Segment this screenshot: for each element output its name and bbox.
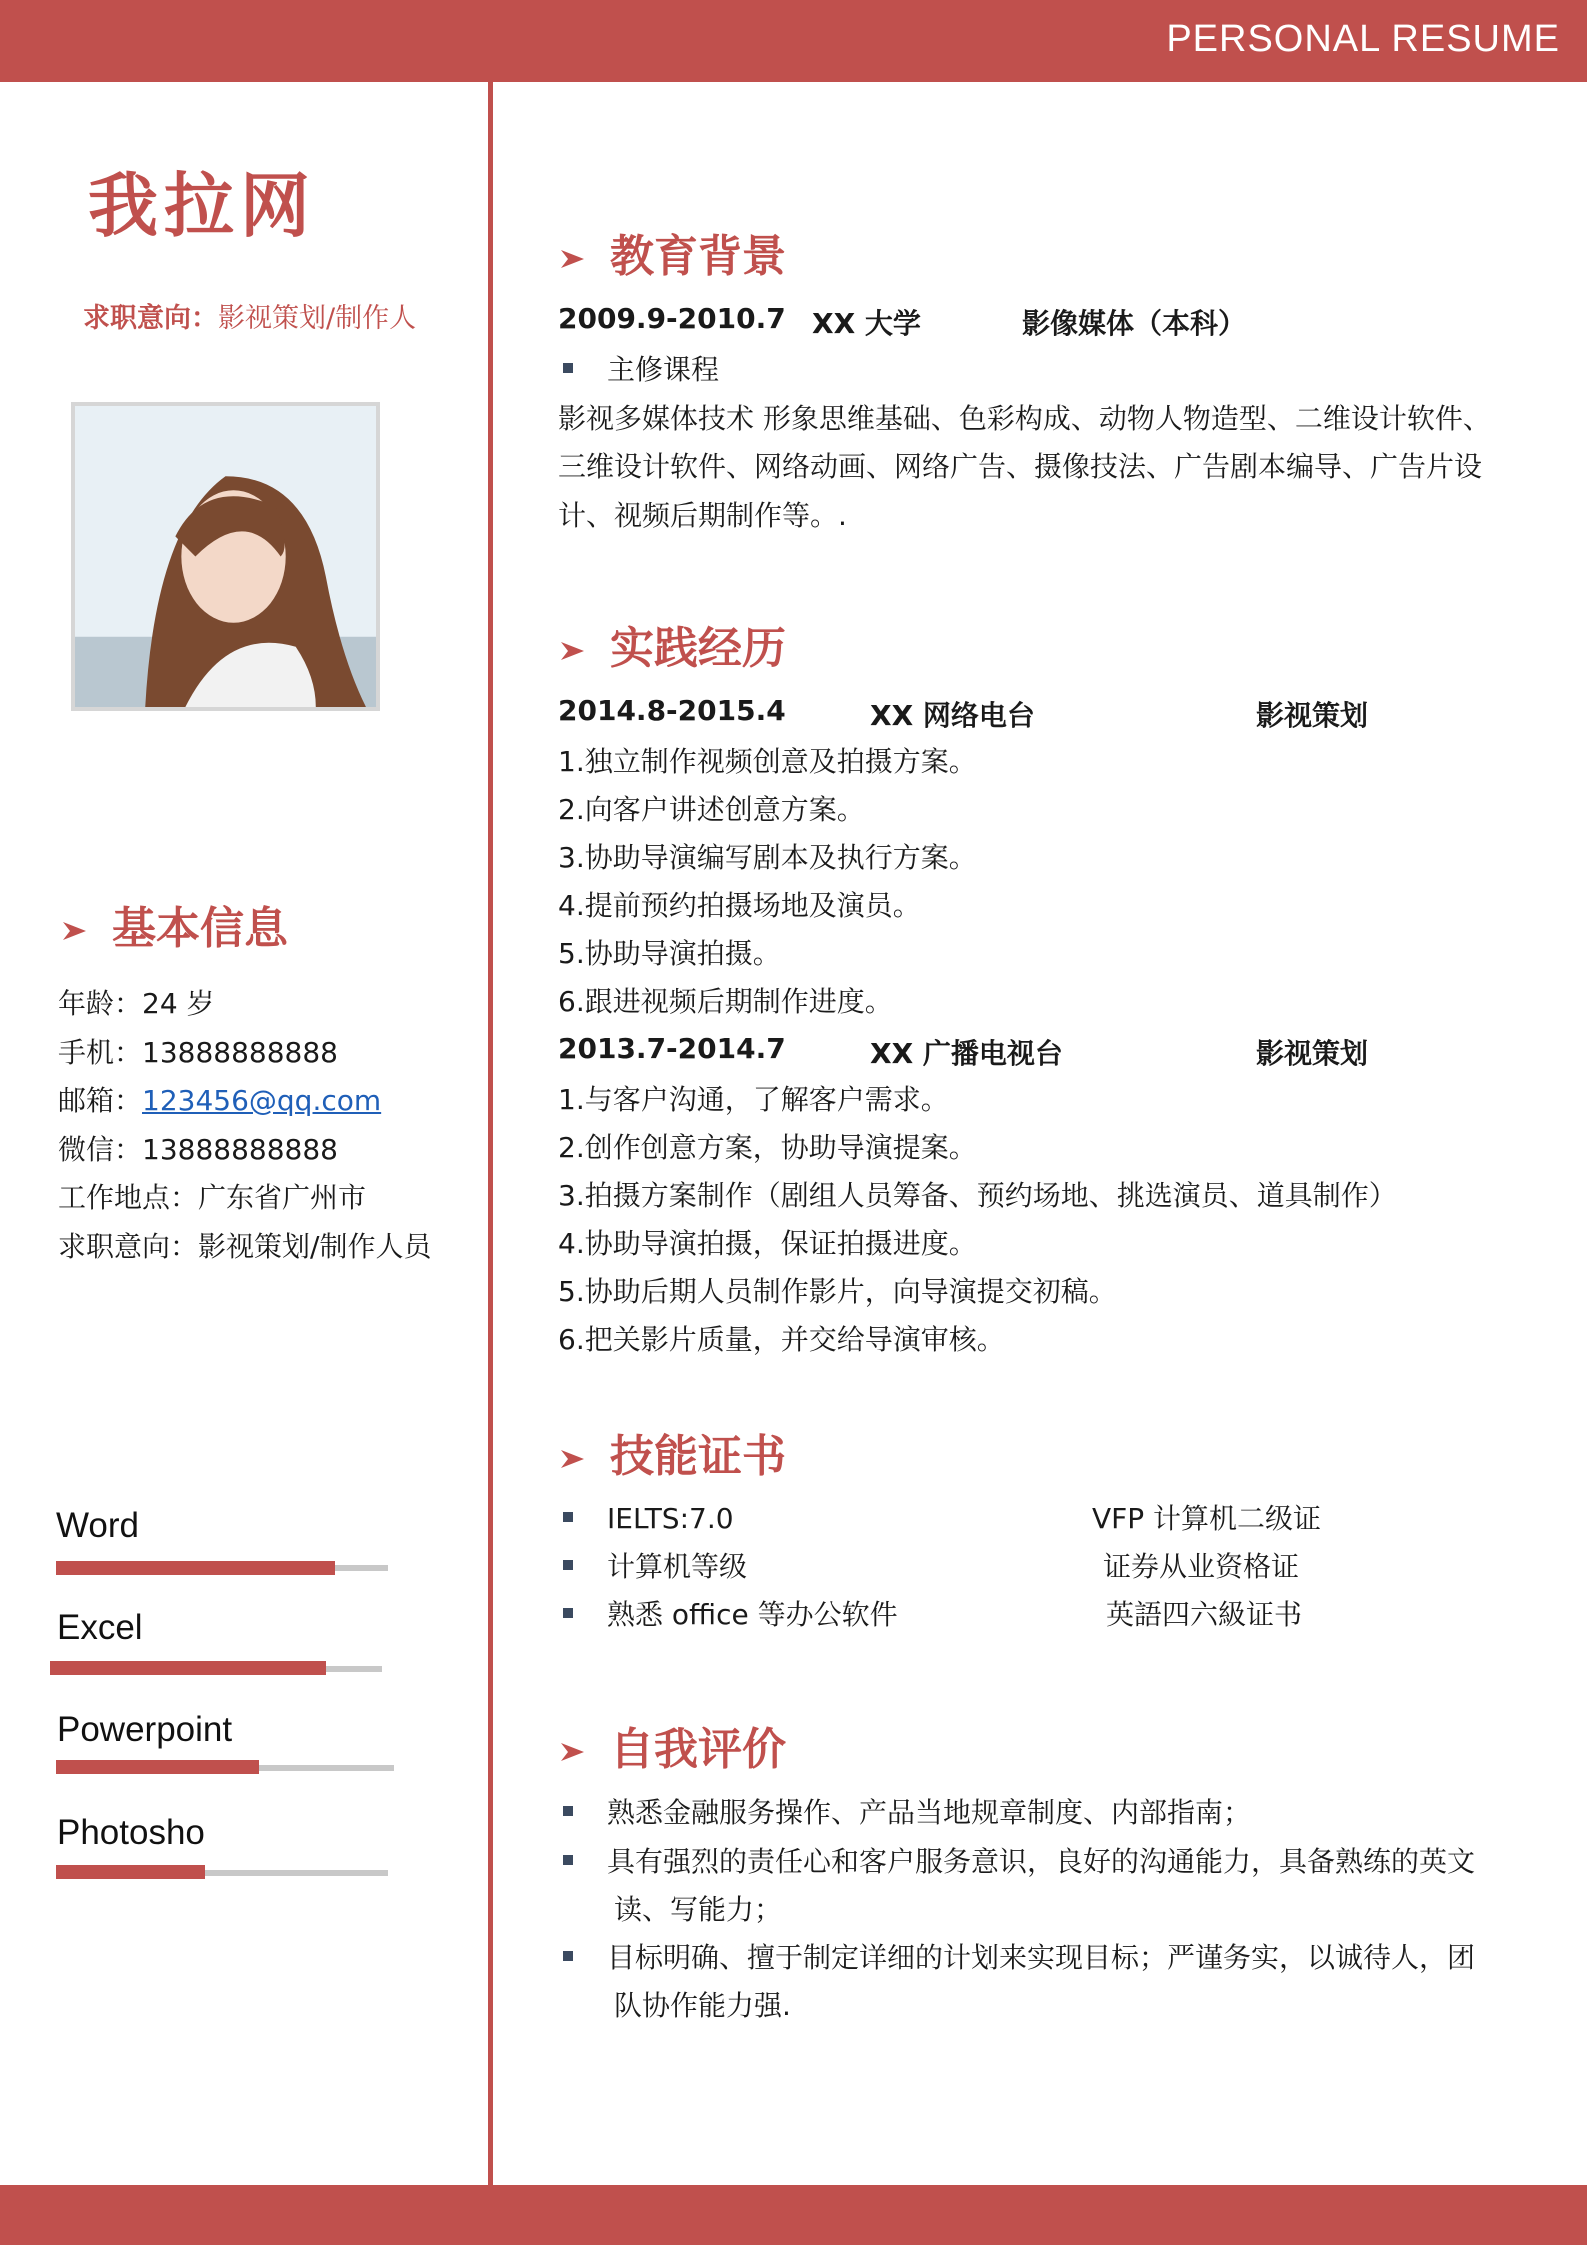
bullet-icon xyxy=(563,1806,573,1816)
cert-item: IELTS:7.0 xyxy=(558,1495,734,1544)
email-link[interactable]: 123456@qq.com xyxy=(142,1084,382,1117)
candidate-name: 我拉网 xyxy=(88,165,316,247)
skill-label-powerpoint: Powerpoint xyxy=(57,1710,233,1749)
cert-item: VFP 计算机二级证 xyxy=(1092,1502,1322,1535)
cert-item: 熟悉 office 等办公软件 xyxy=(558,1591,898,1640)
education-heading: 教育背景 xyxy=(558,220,786,284)
skill-label-word: Word xyxy=(56,1506,139,1545)
info-row-intent: 求职意向：影视策划/制作人员 xyxy=(58,1229,432,1263)
job-duty: 1.独立制作视频创意及拍摄方案。 xyxy=(558,745,977,778)
bullet-icon xyxy=(563,1512,573,1522)
job-entry-1 xyxy=(558,694,1369,732)
header-bar xyxy=(0,0,1587,82)
skill-label-photoshop: Photosho xyxy=(57,1813,205,1852)
bullet-icon xyxy=(563,1560,573,1570)
job-intent xyxy=(83,296,416,335)
course-line: 三维设计软件、网络动画、网络广告、摄像技法、广告剧本编导、广告片设 xyxy=(558,450,1483,483)
chevron-right-icon xyxy=(60,916,90,946)
cert-item: 证券从业资格证 xyxy=(1103,1550,1300,1583)
education-school: XX 大学 xyxy=(812,307,921,340)
info-row-location: 工作地点：广东省广州市 xyxy=(58,1181,367,1214)
job-duty: 4.协助导演拍摄，保证拍摄进度。 xyxy=(558,1227,977,1260)
self-eval-item: 熟悉金融服务操作、产品当地规章制度、内部指南； xyxy=(558,1789,1251,1838)
chevron-right-icon xyxy=(558,1737,588,1767)
skill-label-excel: Excel xyxy=(57,1608,143,1647)
cert-item: 计算机等级 xyxy=(558,1543,747,1592)
column-divider xyxy=(488,82,493,2185)
job-intent-label: 求职意向： xyxy=(83,303,218,334)
education-period: 2009.9-2010.7 xyxy=(558,302,786,335)
self-eval-item-cont: 读、写能力； xyxy=(614,1893,783,1926)
skill-bar-excel xyxy=(50,1661,326,1675)
bullet-icon xyxy=(563,363,573,373)
job-company: XX 网络电台 xyxy=(870,699,1035,732)
certs-heading: 技能证书 xyxy=(558,1420,786,1484)
job-duty: 1.与客户沟通，了解客户需求。 xyxy=(558,1083,949,1116)
skill-bar-word xyxy=(56,1561,335,1575)
cert-item: 英語四六級证书 xyxy=(1106,1598,1303,1631)
self-eval-item-cont: 队协作能力强. xyxy=(614,1989,791,2022)
job-duty: 3.拍摄方案制作（剧组人员筹备、预约场地、挑选演员、道具制作） xyxy=(558,1179,1397,1212)
job-duty: 2.向客户讲述创意方案。 xyxy=(558,793,865,826)
bullet-icon xyxy=(563,1608,573,1618)
job-role: 影视策划 xyxy=(1256,1037,1369,1070)
basic-info-heading: 基本信息 xyxy=(60,892,288,956)
info-row-phone: 手机：13888888888 xyxy=(58,1035,338,1069)
bullet-icon xyxy=(563,1951,573,1961)
education-major: 影像媒体（本科） xyxy=(1022,307,1247,340)
info-row-email: 邮箱：123456@qq.com xyxy=(58,1084,382,1117)
job-duty: 3.协助导演编写剧本及执行方案。 xyxy=(558,841,977,874)
education-entry xyxy=(558,302,1247,340)
basic-info-list xyxy=(58,980,431,1271)
job-company: XX 广播电视台 xyxy=(870,1037,1063,1070)
portrait-illustration xyxy=(75,406,376,707)
job-duty: 2.创作创意方案，协助导演提案。 xyxy=(558,1131,977,1164)
job-duty: 5.协助导演拍摄。 xyxy=(558,937,781,970)
job-intent-value: 影视策划/制作人 xyxy=(218,303,417,334)
job-duty: 6.把关影片质量，并交给导演审核。 xyxy=(558,1323,1005,1356)
footer-bar xyxy=(0,2185,1587,2245)
job-duty: 6.跟进视频后期制作进度。 xyxy=(558,985,893,1018)
job-role: 影视策划 xyxy=(1256,699,1369,732)
bullet-icon xyxy=(563,1855,573,1865)
skill-bar-powerpoint xyxy=(56,1760,259,1774)
job-period: 2013.7-2014.7 xyxy=(558,1032,786,1065)
course-line: 影视多媒体技术 形象思维基础、色彩构成、动物人物造型、二维设计软件、 xyxy=(558,402,1491,435)
course-line: 计、视频后期制作等。. xyxy=(558,499,847,532)
self-eval-item: 具有强烈的责任心和客户服务意识，良好的沟通能力，具备熟练的英文 xyxy=(558,1838,1475,1887)
practice-heading: 实践经历 xyxy=(558,612,786,676)
self-eval-heading: 自我评价 xyxy=(558,1713,786,1777)
skill-bar-photoshop xyxy=(56,1865,205,1879)
self-eval-item: 目标明确、擅于制定详细的计划来实现目标；严谨务实，以诚待人，团 xyxy=(558,1934,1475,1983)
chevron-right-icon xyxy=(558,636,588,666)
chevron-right-icon xyxy=(558,244,588,274)
info-row-age: 年龄：24 岁 xyxy=(58,987,215,1020)
profile-photo xyxy=(71,402,380,711)
course-heading: 主修课程 xyxy=(558,346,719,395)
job-duty: 5.协助后期人员制作影片，向导演提交初稿。 xyxy=(558,1275,1117,1308)
job-duty: 4.提前预约拍摄场地及演员。 xyxy=(558,889,921,922)
job-period: 2014.8-2015.4 xyxy=(558,694,786,727)
info-row-wechat: 微信：13888888888 xyxy=(58,1132,338,1166)
job-entry-2 xyxy=(558,1032,1369,1070)
chevron-right-icon xyxy=(558,1444,588,1474)
header-title: PERSONAL RESUME xyxy=(1166,18,1560,60)
